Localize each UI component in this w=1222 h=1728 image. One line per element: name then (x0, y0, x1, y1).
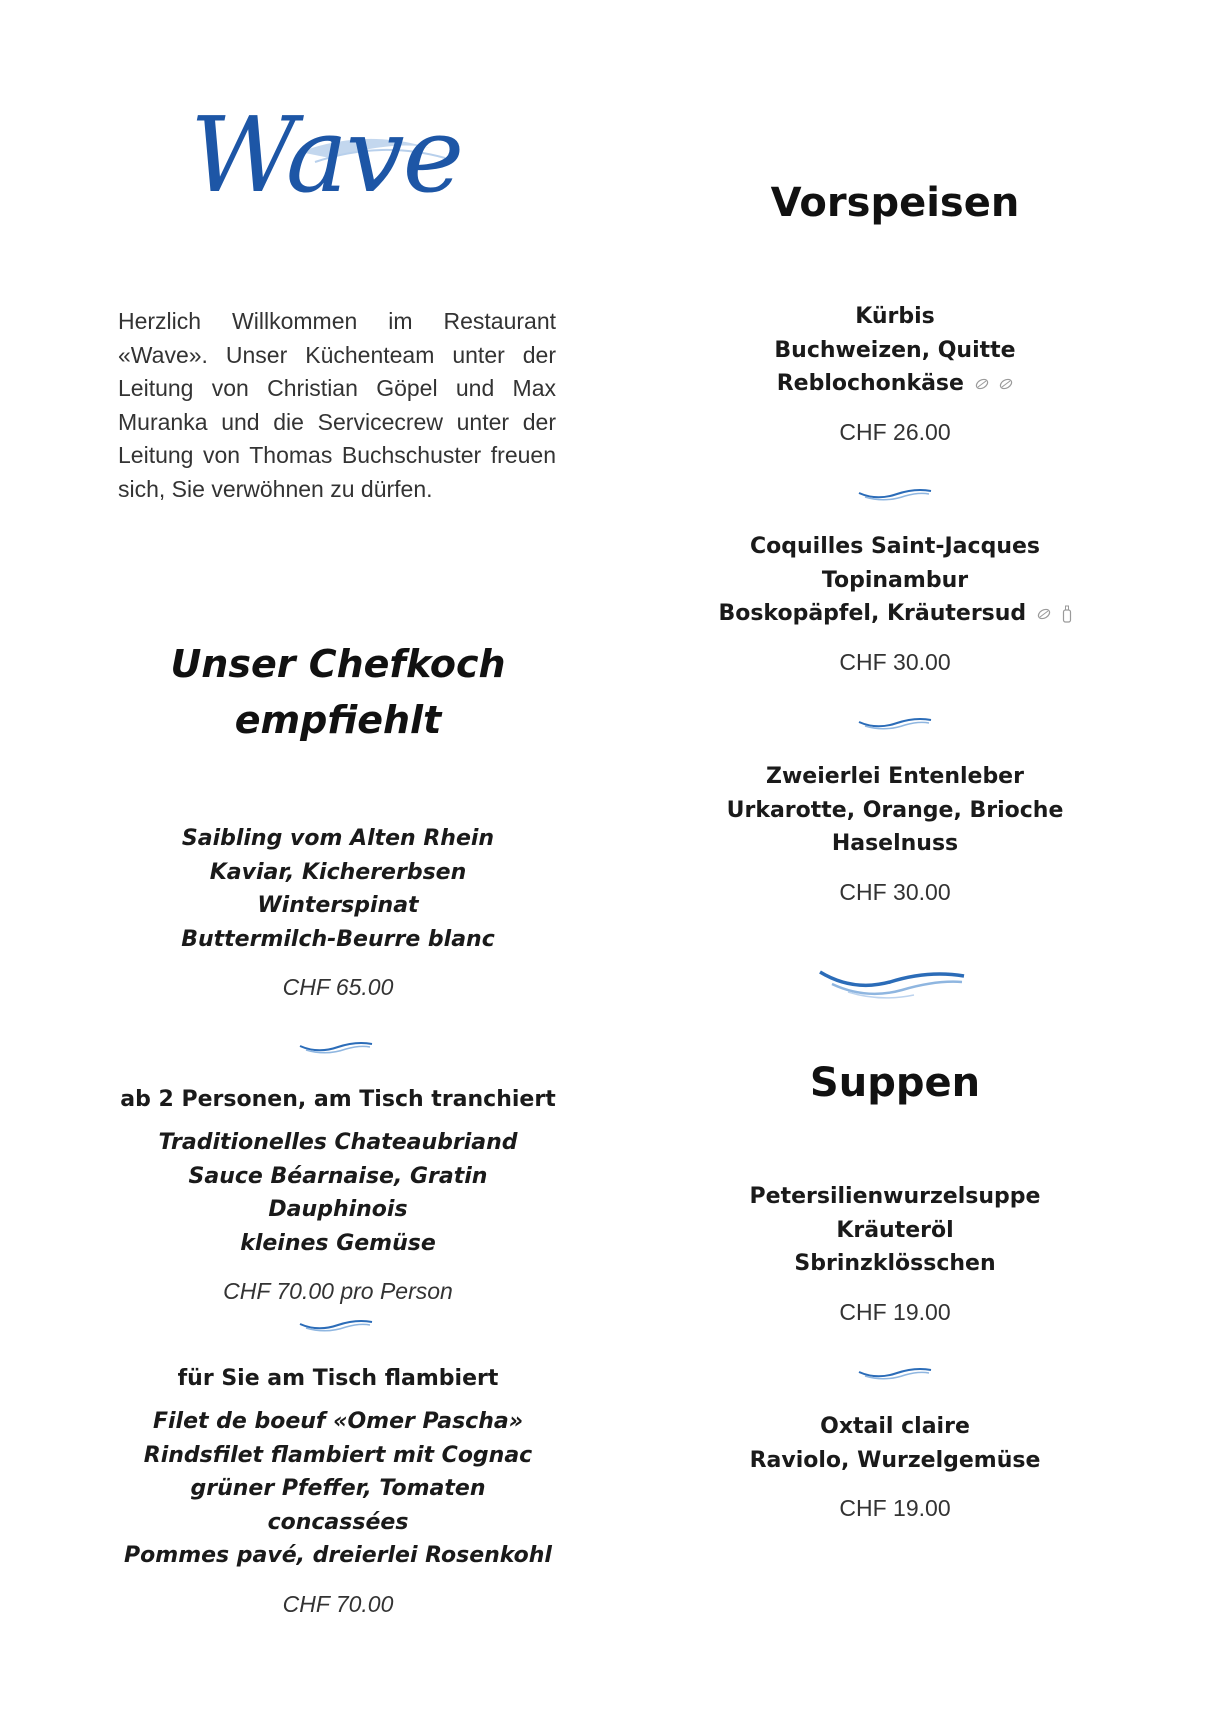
dish-price: CHF 30.00 (839, 878, 951, 905)
leaf-icon (975, 378, 989, 390)
dish-line: Raviolo, Wurzelgemüse (749, 1447, 1041, 1473)
leaf-icon (1037, 608, 1051, 620)
dish-line: Traditionelles Chateaubriand (158, 1130, 518, 1155)
wave-divider-icon (857, 714, 933, 734)
chef-dish-1 (118, 822, 558, 1001)
vorspeisen-title: Vorspeisen (770, 180, 1020, 226)
dish-line: Sbrinzklösschen (794, 1251, 996, 1276)
chef-section-title (118, 636, 558, 748)
dish-line: Petersilienwurzelsuppe (749, 1184, 1041, 1209)
dish-line: Kaviar, Kichererbsen (209, 859, 467, 885)
dish-line: Topinambur (821, 567, 969, 593)
logo-text: Wave (190, 94, 463, 216)
dish-price: CHF 65.00 (282, 974, 394, 1000)
dish-price: CHF 19.00 (839, 1495, 951, 1521)
dish-line: Oxtail claire (820, 1414, 970, 1439)
dish-line: Urkarotte, Orange, Brioche (726, 797, 1064, 823)
suppe-item-1 (690, 1180, 1100, 1326)
dish-line: Pommes pavé, dreierlei Rosenkohl (124, 1543, 552, 1568)
dish-line: Buchweizen, Quitte (774, 337, 1016, 363)
chef-dish-3 (118, 1366, 558, 1618)
dish-line: Zweierlei Entenleber (766, 764, 1024, 789)
dish-line: Buttermilch-Beurre blanc (181, 926, 495, 952)
chef-dish-2 (118, 1087, 558, 1305)
dish-price: CHF 70.00 pro Person (223, 1278, 453, 1304)
dish-line: Saibling vom Alten Rhein (181, 826, 495, 851)
vorspeise-item-3 (690, 760, 1100, 906)
dish-price: CHF 70.00 (282, 1590, 394, 1617)
suppen-title: Suppen (809, 1060, 981, 1106)
dish-line: Sauce Béarnaise, Gratin Dauphinois (188, 1163, 488, 1222)
dish-line: grüner Pfeffer, Tomaten concassées (190, 1476, 486, 1535)
dish-line: Coquilles Saint-Jacques (749, 534, 1040, 559)
dish-note: für Sie am Tisch flambiert (177, 1366, 499, 1391)
bottle-icon (1062, 605, 1072, 623)
welcome-text: Herzlich Willkommen im Restaurant «Wave». Unser Küchenteam unter der Leitung von Christian Göpel und Max Muranka und die Servicecrew unter der Leitung von Thomas Buchschuster freuen sich, Sie verwöhnen zu dürfen. (118, 308, 556, 502)
dish-price: CHF 30.00 (839, 648, 951, 675)
dish-line: Rindsfilet flambiert mit Cognac (143, 1442, 533, 1468)
dish-line: kleines Gemüse (240, 1230, 436, 1256)
vorspeise-item-2 (690, 530, 1100, 676)
suppe-item-2 (690, 1410, 1100, 1522)
dish-price: CHF 19.00 (839, 1298, 951, 1325)
wave-divider-icon (857, 485, 933, 505)
chef-title-line1: Unser Chefkoch (170, 642, 506, 686)
leaf-icon (999, 378, 1013, 390)
dish-line: Filet de boeuf «Omer Pascha» (152, 1409, 524, 1434)
dish-line-with-icons (690, 367, 1100, 401)
wave-divider-icon (298, 1316, 374, 1336)
dish-note: ab 2 Personen, am Tisch tranchiert (120, 1087, 556, 1112)
dish-line: Reblochonkäse (776, 371, 964, 396)
dish-line: Haselnuss (831, 831, 959, 856)
dish-line: Kürbis (855, 304, 935, 329)
dish-line-with-icons (690, 597, 1100, 631)
chef-title-line2: empfiehlt (234, 698, 442, 742)
wave-divider-icon (857, 1364, 933, 1384)
wave-divider-icon (298, 1038, 374, 1058)
dish-line: Boskopäpfel, Kräutersud (718, 601, 1027, 626)
dish-line: Winterspinat (257, 893, 419, 918)
dish-price: CHF 26.00 (839, 418, 951, 445)
restaurant-logo (180, 94, 500, 250)
section-wave-divider-icon (818, 962, 966, 1004)
vorspeise-item-1 (690, 300, 1100, 446)
dish-line: Kräuteröl (836, 1217, 954, 1243)
